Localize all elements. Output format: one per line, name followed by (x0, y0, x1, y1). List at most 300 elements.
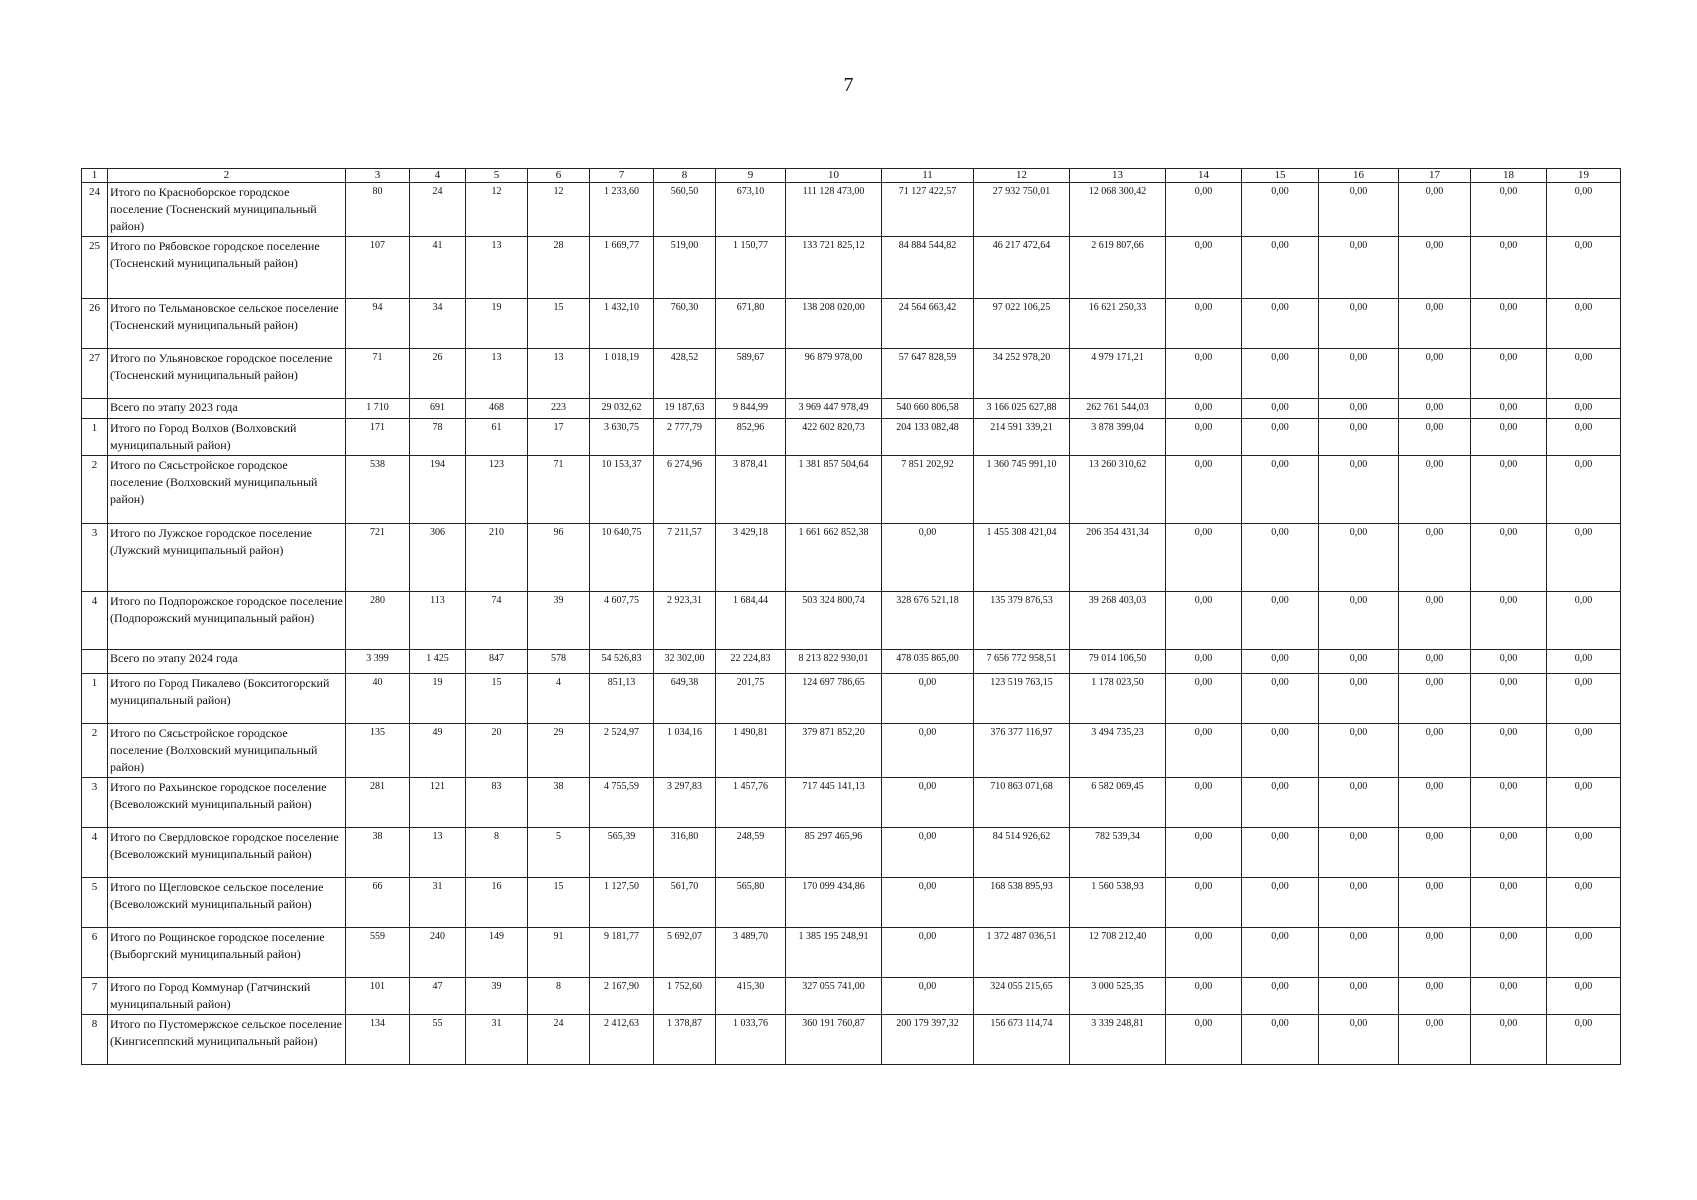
column-number: 16 (1319, 169, 1399, 183)
value-cell: 0,00 (1242, 650, 1319, 674)
total-row (82, 650, 1621, 674)
value-cell: 328 676 521,18 (882, 592, 974, 650)
column-number: 3 (346, 169, 410, 183)
value-cell: 0,00 (882, 778, 974, 828)
value-cell: 66 (346, 878, 410, 928)
value-cell: 1 018,19 (590, 349, 654, 399)
value-cell: 41 (410, 237, 466, 299)
value-cell: 138 208 020,00 (786, 299, 882, 349)
value-cell: 0,00 (1471, 1015, 1547, 1065)
value-cell: 360 191 760,87 (786, 1015, 882, 1065)
value-cell: 0,00 (1547, 299, 1621, 349)
value-cell: 170 099 434,86 (786, 878, 882, 928)
value-cell: 671,80 (716, 299, 786, 349)
value-cell: 156 673 114,74 (974, 1015, 1070, 1065)
row-index: 27 (82, 349, 108, 399)
column-number: 9 (716, 169, 786, 183)
column-number-row (82, 169, 1621, 183)
value-cell: 31 (410, 878, 466, 928)
value-cell: 0,00 (1319, 524, 1399, 592)
value-cell: 0,00 (1547, 828, 1621, 878)
value-cell: 24 (528, 1015, 590, 1065)
value-cell: 0,00 (1471, 183, 1547, 237)
value-cell: 7 851 202,92 (882, 456, 974, 524)
column-number: 4 (410, 169, 466, 183)
value-cell: 111 128 473,00 (786, 183, 882, 237)
table-row (82, 828, 1621, 878)
value-cell: 4 979 171,21 (1070, 349, 1166, 399)
value-cell: 1 560 538,93 (1070, 878, 1166, 928)
value-cell: 1 490,81 (716, 724, 786, 778)
value-cell: 5 692,07 (654, 928, 716, 978)
value-cell: 851,13 (590, 674, 654, 724)
value-cell: 1 127,50 (590, 878, 654, 928)
value-cell: 0,00 (1547, 878, 1621, 928)
value-cell: 1 033,76 (716, 1015, 786, 1065)
value-cell: 468 (466, 399, 528, 419)
page-number: 7 (843, 74, 854, 96)
value-cell: 3 494 735,23 (1070, 724, 1166, 778)
value-cell: 0,00 (1166, 419, 1242, 456)
value-cell: 2 619 807,66 (1070, 237, 1166, 299)
value-cell: 1 710 (346, 399, 410, 419)
value-cell: 3 399 (346, 650, 410, 674)
value-cell: 49 (410, 724, 466, 778)
value-cell: 39 (528, 592, 590, 650)
value-cell: 0,00 (1166, 299, 1242, 349)
table-row (82, 419, 1621, 456)
value-cell: 0,00 (1242, 1015, 1319, 1065)
value-cell: 26 (410, 349, 466, 399)
value-cell: 0,00 (1399, 399, 1471, 419)
value-cell: 0,00 (1319, 456, 1399, 524)
value-cell: 478 035 865,00 (882, 650, 974, 674)
value-cell: 113 (410, 592, 466, 650)
table-row (82, 349, 1621, 399)
value-cell: 0,00 (1242, 349, 1319, 399)
row-name: Итого по Щегловское сельское поселение (Всеволожский муниципальный район) (108, 878, 346, 928)
column-number: 14 (1166, 169, 1242, 183)
value-cell: 0,00 (1399, 419, 1471, 456)
column-number: 17 (1399, 169, 1471, 183)
value-cell: 316,80 (654, 828, 716, 878)
value-cell: 1 432,10 (590, 299, 654, 349)
value-cell: 7 211,57 (654, 524, 716, 592)
value-cell: 0,00 (1242, 524, 1319, 592)
value-cell: 327 055 741,00 (786, 978, 882, 1015)
value-cell: 94 (346, 299, 410, 349)
value-cell: 28 (528, 237, 590, 299)
value-cell: 0,00 (1399, 978, 1471, 1015)
column-number: 18 (1471, 169, 1547, 183)
value-cell: 2 923,31 (654, 592, 716, 650)
row-index: 7 (82, 978, 108, 1015)
value-cell: 210 (466, 524, 528, 592)
column-number: 12 (974, 169, 1070, 183)
value-cell: 0,00 (1547, 978, 1621, 1015)
value-cell: 15 (528, 878, 590, 928)
value-cell: 149 (466, 928, 528, 978)
value-cell: 1 661 662 852,38 (786, 524, 882, 592)
value-cell: 0,00 (1399, 724, 1471, 778)
value-cell: 16 621 250,33 (1070, 299, 1166, 349)
table-row (82, 592, 1621, 650)
row-name: Итого по Сясьстройское городское поселение (Волховский муниципальный район) (108, 724, 346, 778)
value-cell: 13 (466, 349, 528, 399)
value-cell: 0,00 (1399, 299, 1471, 349)
value-cell: 0,00 (1547, 724, 1621, 778)
value-cell: 6 274,96 (654, 456, 716, 524)
value-cell: 0,00 (1166, 456, 1242, 524)
value-cell: 0,00 (1242, 419, 1319, 456)
value-cell: 1 372 487 036,51 (974, 928, 1070, 978)
row-name: Итого по Рябовское городское поселение (Тосненский муниципальный район) (108, 237, 346, 299)
value-cell: 0,00 (1319, 183, 1399, 237)
row-name: Итого по Город Пикалево (Бокситогорский муниципальный район) (108, 674, 346, 724)
value-cell: 201,75 (716, 674, 786, 724)
column-number: 13 (1070, 169, 1166, 183)
value-cell: 0,00 (1471, 456, 1547, 524)
row-name: Итого по Город Волхов (Волховский муниципальный район) (108, 419, 346, 456)
value-cell: 29 (528, 724, 590, 778)
value-cell: 19 (410, 674, 466, 724)
value-cell: 85 297 465,96 (786, 828, 882, 878)
value-cell: 40 (346, 674, 410, 724)
value-cell: 57 647 828,59 (882, 349, 974, 399)
value-cell: 79 014 106,50 (1070, 650, 1166, 674)
value-cell: 1 034,16 (654, 724, 716, 778)
column-number: 15 (1242, 169, 1319, 183)
value-cell: 1 360 745 991,10 (974, 456, 1070, 524)
value-cell: 379 871 852,20 (786, 724, 882, 778)
value-cell: 0,00 (1399, 828, 1471, 878)
value-cell: 34 252 978,20 (974, 349, 1070, 399)
value-cell: 0,00 (1471, 299, 1547, 349)
value-cell: 649,38 (654, 674, 716, 724)
value-cell: 134 (346, 1015, 410, 1065)
row-index: 4 (82, 592, 108, 650)
value-cell: 1 233,60 (590, 183, 654, 237)
value-cell: 3 166 025 627,88 (974, 399, 1070, 419)
value-cell: 1 381 857 504,64 (786, 456, 882, 524)
value-cell: 0,00 (1547, 524, 1621, 592)
value-cell: 847 (466, 650, 528, 674)
row-name: Итого по Свердловское городское поселение (Всеволожский муниципальный район) (108, 828, 346, 878)
value-cell: 0,00 (1242, 878, 1319, 928)
value-cell: 1 425 (410, 650, 466, 674)
value-cell: 589,67 (716, 349, 786, 399)
value-cell: 0,00 (882, 674, 974, 724)
value-cell: 0,00 (1471, 674, 1547, 724)
value-cell: 0,00 (1166, 524, 1242, 592)
value-cell: 560,50 (654, 183, 716, 237)
table-row (82, 778, 1621, 828)
value-cell: 0,00 (1319, 828, 1399, 878)
value-cell: 13 260 310,62 (1070, 456, 1166, 524)
value-cell: 61 (466, 419, 528, 456)
value-cell: 0,00 (1242, 399, 1319, 419)
value-cell: 38 (528, 778, 590, 828)
value-cell: 0,00 (882, 828, 974, 878)
value-cell: 9 181,77 (590, 928, 654, 978)
value-cell: 3 429,18 (716, 524, 786, 592)
value-cell: 121 (410, 778, 466, 828)
table-row (82, 456, 1621, 524)
value-cell: 101 (346, 978, 410, 1015)
value-cell: 0,00 (1547, 183, 1621, 237)
value-cell: 1 457,76 (716, 778, 786, 828)
value-cell: 0,00 (1471, 592, 1547, 650)
value-cell: 80 (346, 183, 410, 237)
value-cell: 0,00 (1399, 237, 1471, 299)
value-cell: 0,00 (1166, 724, 1242, 778)
table-row (82, 878, 1621, 928)
value-cell: 2 777,79 (654, 419, 716, 456)
value-cell: 0,00 (1471, 650, 1547, 674)
value-cell: 0,00 (1547, 456, 1621, 524)
value-cell: 97 022 106,25 (974, 299, 1070, 349)
value-cell: 376 377 116,97 (974, 724, 1070, 778)
row-index: 3 (82, 524, 108, 592)
value-cell: 0,00 (1399, 778, 1471, 828)
row-index: 26 (82, 299, 108, 349)
value-cell: 29 032,62 (590, 399, 654, 419)
value-cell: 204 133 082,48 (882, 419, 974, 456)
data-table (81, 168, 1621, 1065)
value-cell: 4 (528, 674, 590, 724)
value-cell: 3 339 248,81 (1070, 1015, 1166, 1065)
column-number: 6 (528, 169, 590, 183)
value-cell: 0,00 (1166, 349, 1242, 399)
value-cell: 0,00 (1319, 349, 1399, 399)
value-cell: 0,00 (1399, 456, 1471, 524)
value-cell: 0,00 (1547, 928, 1621, 978)
table-row (82, 237, 1621, 299)
value-cell: 12 068 300,42 (1070, 183, 1166, 237)
row-name: Итого по Ульяновское городское поселение (Тосненский муниципальный район) (108, 349, 346, 399)
value-cell: 1 385 195 248,91 (786, 928, 882, 978)
value-cell: 0,00 (1242, 183, 1319, 237)
value-cell: 0,00 (1471, 878, 1547, 928)
value-cell: 96 (528, 524, 590, 592)
value-cell: 0,00 (1319, 724, 1399, 778)
value-cell: 0,00 (1242, 978, 1319, 1015)
value-cell: 0,00 (1547, 399, 1621, 419)
value-cell: 1 669,77 (590, 237, 654, 299)
value-cell: 760,30 (654, 299, 716, 349)
value-cell: 4 755,59 (590, 778, 654, 828)
value-cell: 15 (466, 674, 528, 724)
value-cell: 0,00 (1242, 724, 1319, 778)
value-cell: 0,00 (1399, 183, 1471, 237)
value-cell: 78 (410, 419, 466, 456)
value-cell: 71 (346, 349, 410, 399)
value-cell: 0,00 (1471, 778, 1547, 828)
value-cell: 0,00 (1242, 592, 1319, 650)
value-cell: 0,00 (1547, 237, 1621, 299)
column-number: 10 (786, 169, 882, 183)
row-name: Итого по Сясьстройское городское поселение (Волховский муниципальный район) (108, 456, 346, 524)
value-cell: 0,00 (1319, 878, 1399, 928)
value-cell: 0,00 (1399, 650, 1471, 674)
value-cell: 0,00 (1166, 928, 1242, 978)
value-cell: 0,00 (1399, 1015, 1471, 1065)
value-cell: 10 153,37 (590, 456, 654, 524)
value-cell: 83 (466, 778, 528, 828)
value-cell: 10 640,75 (590, 524, 654, 592)
column-number: 2 (108, 169, 346, 183)
value-cell: 0,00 (1319, 399, 1399, 419)
value-cell: 0,00 (882, 724, 974, 778)
row-name: Итого по Город Коммунар (Гатчинский муниципальный район) (108, 978, 346, 1015)
column-number: 8 (654, 169, 716, 183)
value-cell: 503 324 800,74 (786, 592, 882, 650)
value-cell: 2 412,63 (590, 1015, 654, 1065)
value-cell: 12 708 212,40 (1070, 928, 1166, 978)
value-cell: 71 127 422,57 (882, 183, 974, 237)
value-cell: 54 526,83 (590, 650, 654, 674)
value-cell: 0,00 (1166, 237, 1242, 299)
value-cell: 1 150,77 (716, 237, 786, 299)
value-cell: 1 378,87 (654, 1015, 716, 1065)
value-cell: 71 (528, 456, 590, 524)
value-cell: 0,00 (1319, 674, 1399, 724)
value-cell: 7 656 772 958,51 (974, 650, 1070, 674)
value-cell: 123 519 763,15 (974, 674, 1070, 724)
value-cell: 0,00 (1242, 456, 1319, 524)
value-cell: 171 (346, 419, 410, 456)
value-cell: 16 (466, 878, 528, 928)
row-name: Всего по этапу 2023 года (108, 399, 346, 419)
value-cell: 0,00 (1471, 237, 1547, 299)
row-index: 4 (82, 828, 108, 878)
row-index (82, 650, 108, 674)
value-cell: 96 879 978,00 (786, 349, 882, 399)
value-cell: 519,00 (654, 237, 716, 299)
value-cell: 3 878,41 (716, 456, 786, 524)
column-number: 5 (466, 169, 528, 183)
value-cell: 0,00 (1471, 399, 1547, 419)
row-name: Итого по Рахьинское городское поселение (Всеволожский муниципальный район) (108, 778, 346, 828)
value-cell: 4 607,75 (590, 592, 654, 650)
value-cell: 6 582 069,45 (1070, 778, 1166, 828)
value-cell: 27 932 750,01 (974, 183, 1070, 237)
value-cell: 168 538 895,93 (974, 878, 1070, 928)
value-cell: 262 761 544,03 (1070, 399, 1166, 419)
value-cell: 0,00 (1319, 237, 1399, 299)
value-cell: 9 844,99 (716, 399, 786, 419)
row-name: Итого по Подпорожское городское поселение (Подпорожский муниципальный район) (108, 592, 346, 650)
value-cell: 0,00 (1471, 524, 1547, 592)
value-cell: 24 (410, 183, 466, 237)
row-index: 1 (82, 419, 108, 456)
value-cell: 306 (410, 524, 466, 592)
value-cell: 710 863 071,68 (974, 778, 1070, 828)
value-cell: 0,00 (1471, 349, 1547, 399)
value-cell: 12 (528, 183, 590, 237)
row-name: Итого по Красноборское городское поселение (Тосненский муниципальный район) (108, 183, 346, 237)
value-cell: 0,00 (1319, 928, 1399, 978)
table-row (82, 299, 1621, 349)
value-cell: 721 (346, 524, 410, 592)
value-cell: 0,00 (1319, 419, 1399, 456)
value-cell: 13 (410, 828, 466, 878)
value-cell: 32 302,00 (654, 650, 716, 674)
value-cell: 0,00 (1471, 724, 1547, 778)
value-cell: 15 (528, 299, 590, 349)
value-cell: 565,80 (716, 878, 786, 928)
value-cell: 0,00 (1399, 592, 1471, 650)
value-cell: 0,00 (1166, 650, 1242, 674)
value-cell: 1 178 023,50 (1070, 674, 1166, 724)
value-cell: 0,00 (1471, 928, 1547, 978)
value-cell: 124 697 786,65 (786, 674, 882, 724)
row-index: 8 (82, 1015, 108, 1065)
value-cell: 135 (346, 724, 410, 778)
value-cell: 206 354 431,34 (1070, 524, 1166, 592)
value-cell: 0,00 (1547, 674, 1621, 724)
value-cell: 19 (466, 299, 528, 349)
value-cell: 22 224,83 (716, 650, 786, 674)
value-cell: 31 (466, 1015, 528, 1065)
value-cell: 0,00 (1242, 828, 1319, 878)
value-cell: 1 752,60 (654, 978, 716, 1015)
value-cell: 0,00 (1166, 183, 1242, 237)
value-cell: 0,00 (1319, 1015, 1399, 1065)
table-row (82, 674, 1621, 724)
value-cell: 281 (346, 778, 410, 828)
value-cell: 540 660 806,58 (882, 399, 974, 419)
column-number: 11 (882, 169, 974, 183)
value-cell: 107 (346, 237, 410, 299)
value-cell: 0,00 (1166, 828, 1242, 878)
value-cell: 194 (410, 456, 466, 524)
value-cell: 324 055 215,65 (974, 978, 1070, 1015)
value-cell: 717 445 141,13 (786, 778, 882, 828)
value-cell: 0,00 (1471, 978, 1547, 1015)
row-index: 2 (82, 724, 108, 778)
row-index: 2 (82, 456, 108, 524)
value-cell: 0,00 (1319, 650, 1399, 674)
value-cell: 0,00 (1399, 349, 1471, 399)
value-cell: 20 (466, 724, 528, 778)
value-cell: 214 591 339,21 (974, 419, 1070, 456)
value-cell: 0,00 (1471, 828, 1547, 878)
value-cell: 1 684,44 (716, 592, 786, 650)
value-cell: 24 564 663,42 (882, 299, 974, 349)
value-cell: 538 (346, 456, 410, 524)
value-cell: 0,00 (1471, 419, 1547, 456)
value-cell: 0,00 (882, 878, 974, 928)
value-cell: 3 297,83 (654, 778, 716, 828)
value-cell: 782 539,34 (1070, 828, 1166, 878)
table-row (82, 928, 1621, 978)
value-cell: 19 187,63 (654, 399, 716, 419)
row-name: Итого по Тельмановское сельское поселение (Тосненский муниципальный район) (108, 299, 346, 349)
value-cell: 0,00 (1166, 878, 1242, 928)
column-number: 7 (590, 169, 654, 183)
value-cell: 559 (346, 928, 410, 978)
value-cell: 0,00 (1399, 878, 1471, 928)
value-cell: 0,00 (1166, 674, 1242, 724)
row-name: Итого по Рощинское городское поселение (Выборгский муниципальный район) (108, 928, 346, 978)
value-cell: 38 (346, 828, 410, 878)
value-cell: 84 514 926,62 (974, 828, 1070, 878)
value-cell: 0,00 (1166, 399, 1242, 419)
value-cell: 2 167,90 (590, 978, 654, 1015)
column-number: 19 (1547, 169, 1621, 183)
value-cell: 0,00 (1547, 778, 1621, 828)
